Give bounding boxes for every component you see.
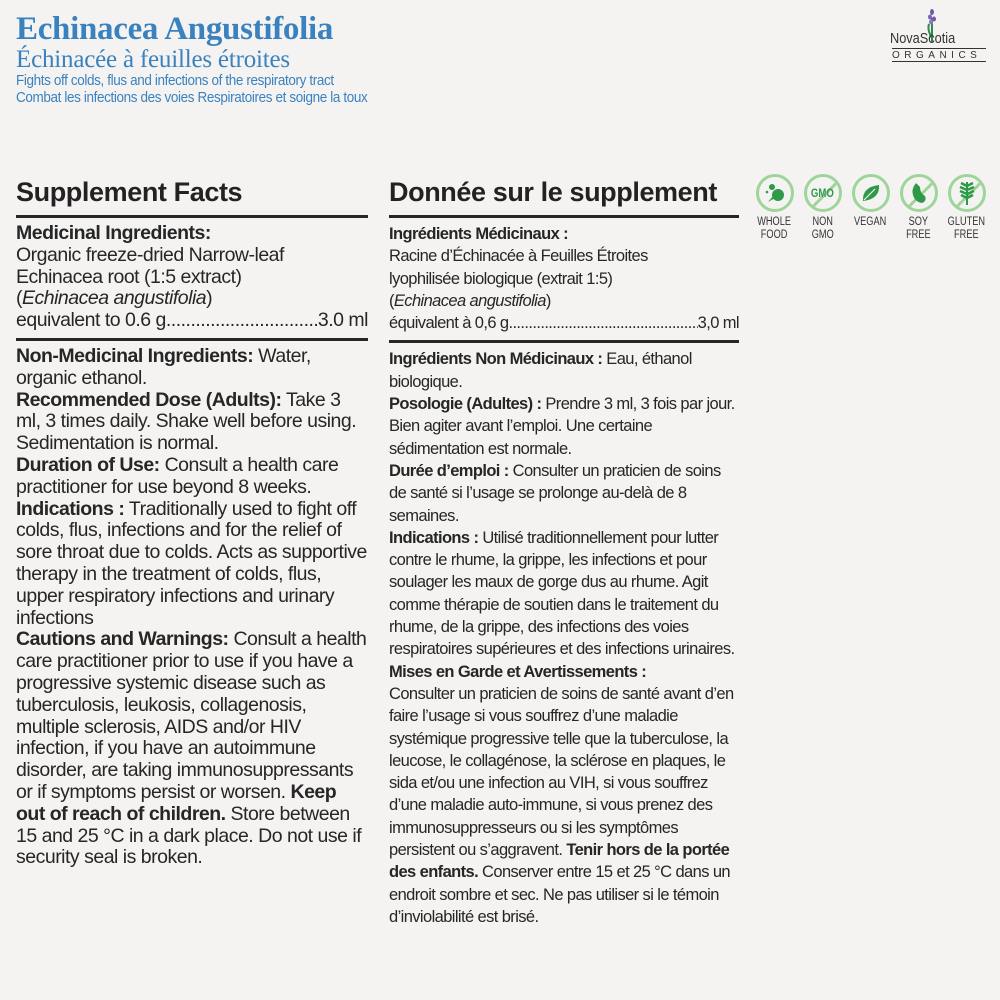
badge-gluten-free [945,174,988,242]
whole-food-icon [756,174,794,212]
tagline-en: Fights off colds, flus and infections of the respiratory tract [16,73,334,89]
divider [389,215,739,218]
recommended-dose: Posologie (Adultes) : Prendre 3 ml, 3 fois par jour. Bien agiter avant l’emploi. Une certaine sédimentation est normale. [389,395,735,458]
product-header [16,12,394,107]
non-medicinal-ingredients: Non-Medicinal Ingredients: Water, organic ethanol. [16,344,311,389]
supplement-facts-en [16,175,368,869]
soy-free-icon [900,174,938,212]
gluten-free-wheat-icon [948,174,986,212]
badge-label: SOY FREE [906,216,931,241]
product-title-fr: Échinacée à feuilles étroites [16,46,290,73]
directions-fr [389,348,739,928]
feature-badges [753,174,988,242]
badge-label: NON GMO [811,216,834,241]
badge-label: WHOLE FOOD [757,216,792,241]
indications: Indications : Utilisé traditionnellement pour lutter contre le rhume, la grippe, les infections et pour soulager les maux de gorge dus au rhume. Agit comme thérapie de soutien dans le traitement du rhume, de la grippe, des infections des voies respiratoires supérieures et des infections urinaires. [389,528,735,659]
supplement-facts-fr [389,175,739,928]
badge-whole-food [753,174,796,242]
vegan-leaf-icon [852,174,890,212]
ingredient-amount-row: équivalent à 0,6 g ..... 3,0 ml [389,312,739,334]
section-heading: Supplement Facts [16,177,243,207]
divider [16,215,368,218]
medicinal-ingredients: Ingrédients Médicinaux : Racine d’Échinacée à Feuilles Étroites lyophilisée biologique (extrait 1:5) (Echinacea angustifolia) équivalent à 0,6 g ..... 3,0 ml [389,223,739,334]
recommended-dose: Recommended Dose (Adults): Take 3 ml, 3 times daily. Shake well before using. Sedimentation is normal. [16,388,357,455]
section-heading: Donnée sur le supplement [389,177,717,207]
product-title-en: Echinacea Angustifolia [16,11,334,47]
duration-of-use: Duration of Use: Consult a health care practitioner for use beyond 8 weeks. [16,453,339,498]
non-medicinal-ingredients: Ingrédients Non Médicinaux : Eau, éthanol biologique. [389,350,692,391]
badge-soy-free [897,174,940,242]
badge-label: GLUTEN FREE [947,216,986,241]
cautions-warnings: Cautions and Warnings: Consult a health care practitioner prior to use if you have a progressive systemic disease such as tuberculosis, leukosis, collagenosis, multiple sclerosis, AIDS and/or HIV infection, if you have an autoimmune disorder, are taking immunosuppressants or if symptoms persist or worsen. Keep out of reach of children. Store between 15 and 25 °C in a dark place. Do not use if security seal is broken. [16,628,367,869]
logo-subtitle: ORGANICS [892,48,986,62]
tagline-fr: Combat les infections des voies Respiratoires et soigne la toux [16,90,368,106]
directions-en [16,346,368,869]
non-gmo-icon: GMO [804,174,842,212]
cautions-warnings: Mises en Garde et Avertissements : Consulter un praticien de soins de santé avant d’en faire l’usage si vous souffrez d’une maladie systémique progressive telle que la tuberculose, la leucose, le collagénose, la sclérose en plaques, le sida et/ou une infection au VIH, si vous souffrez d’une maladie auto-immune, si vous prenez des immunosuppresseurs ou si les symptômes persistent ou s’aggravent. Tenir hors de la portée des enfants. Conserver entre 15 et 25 °C dans un endroit sombre et sec. Ne pas utiliser si le témoin d’inviolabilité est brisé. [389,662,734,926]
divider [16,338,368,341]
badge-vegan [849,174,892,242]
logo-wordmark: NovaScotia [890,30,956,47]
brand-logo [890,8,990,64]
duration-of-use: Durée d’emploi : Consulter un praticien de soins de santé si l’usage se prolonge au-delà de 8 semaines. [389,461,721,525]
badge-label: VEGAN [854,216,887,228]
indications: Indications : Traditionally used to fight off colds, flus, infections and for the relief of sore throat due to colds. Acts as supportive therapy in the treatment of colds, flus, upper respiratory infections and urinary infections [16,497,367,629]
badge-non-gmo [801,174,844,242]
medicinal-ingredients: Medicinal Ingredients: Organic freeze-dried Narrow-leaf Echinacea root (1:5 extract) (Echinacea angustifolia) equivalent to 0.6 g ..... 3.0 ml [16,223,368,332]
divider [389,340,739,343]
ingredient-amount-row: equivalent to 0.6 g ..... 3.0 ml [16,310,368,332]
